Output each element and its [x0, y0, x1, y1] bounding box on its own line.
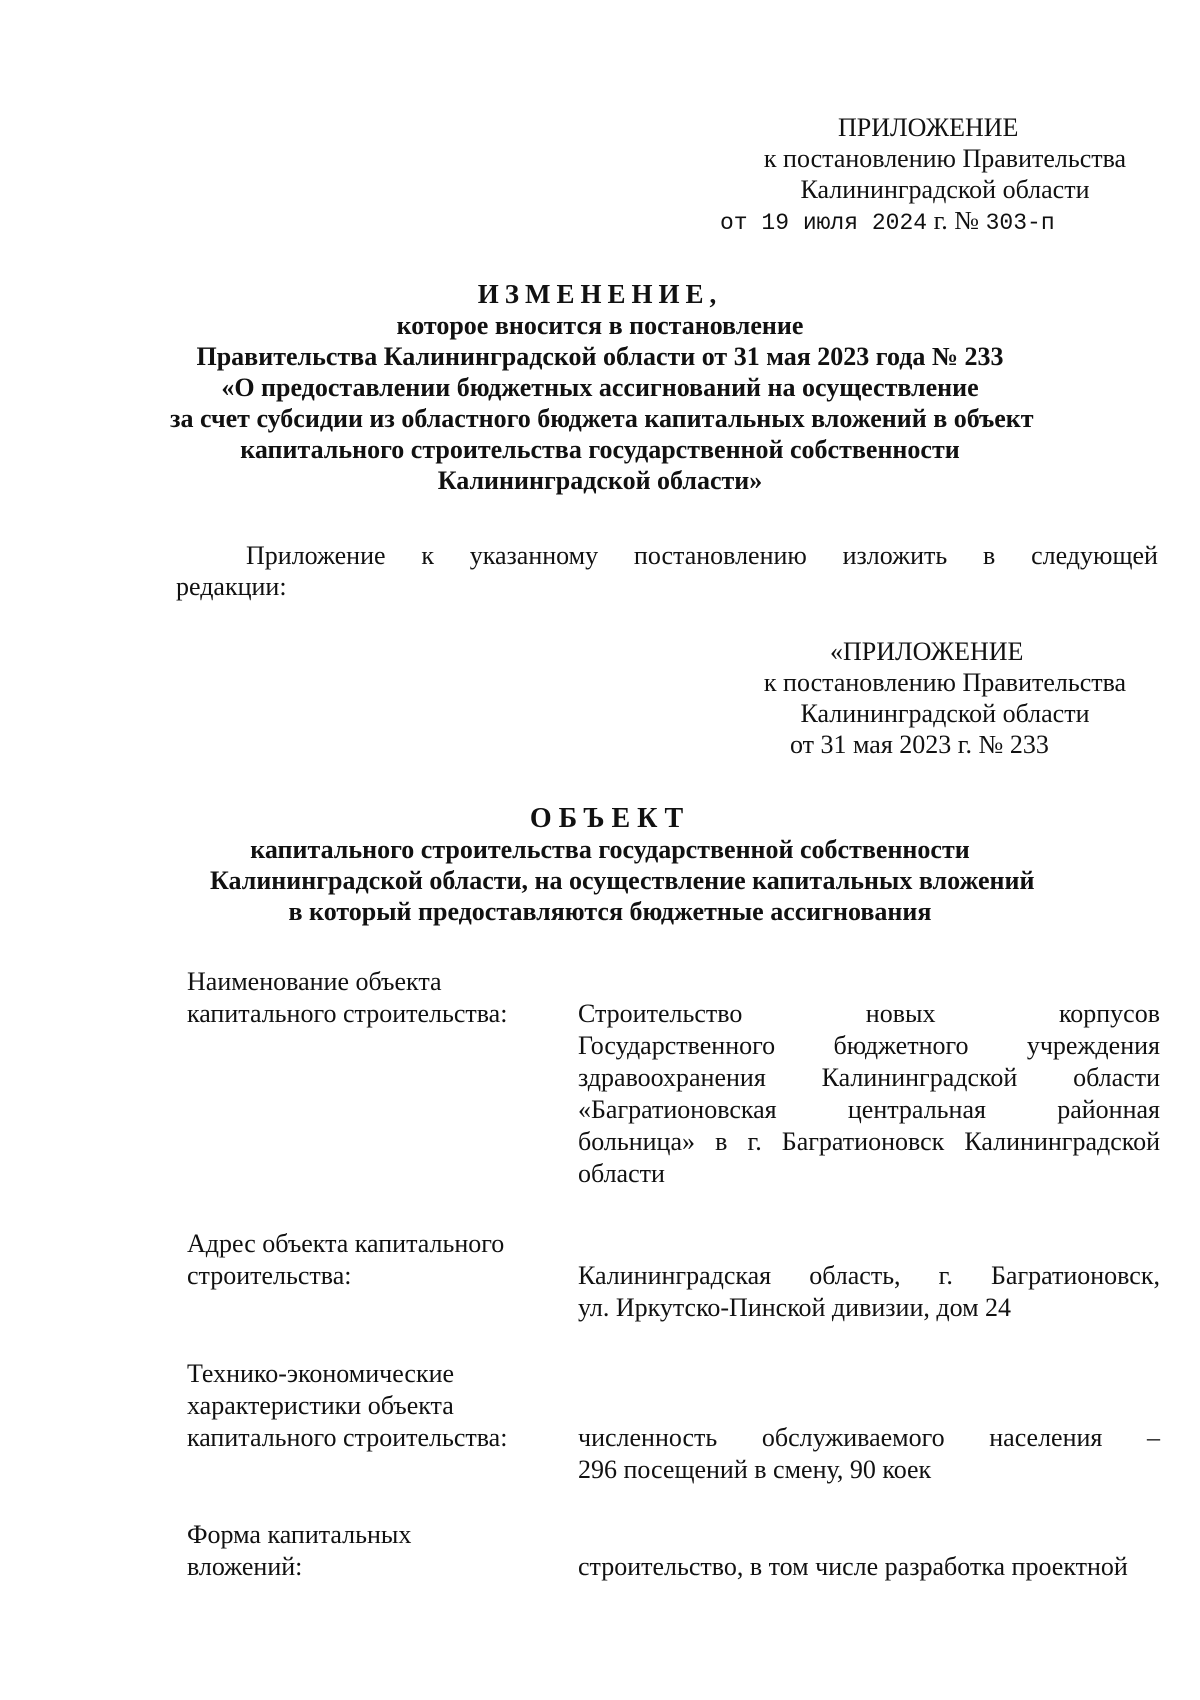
date-value: 19 июля 2024 — [761, 210, 928, 236]
quoted-appendix-line-3: Калининградской области — [800, 699, 1090, 728]
paragraph-line — [176, 540, 1158, 571]
word: следующей — [1031, 541, 1158, 570]
change-title-line: которое вносится в постановление — [396, 311, 804, 340]
quoted-appendix-line-2: к постановлению Правительства — [763, 668, 1127, 697]
label-line: капитального строительства: — [187, 1423, 508, 1452]
word: новых — [865, 999, 936, 1028]
word: Багратионовск — [781, 1127, 945, 1156]
change-title — [170, 279, 1034, 496]
appendix-line-3: Калининградской области — [800, 175, 1090, 204]
row-label-characteristics — [187, 1358, 547, 1454]
word: Государственного — [578, 1031, 776, 1060]
label-line: вложений: — [187, 1552, 303, 1581]
value-line — [578, 1422, 1160, 1454]
word: г. — [747, 1127, 762, 1156]
value-line — [578, 1126, 1160, 1158]
value-line — [578, 1094, 1160, 1126]
appendix-date-line — [720, 205, 1170, 239]
value-line — [578, 1260, 1160, 1292]
value-line — [578, 998, 1160, 1030]
value-last-line: 296 посещений в смену, 90 коек — [578, 1455, 932, 1484]
word: в — [715, 1127, 728, 1156]
word: – — [1146, 1423, 1160, 1452]
word: указанному — [469, 541, 599, 570]
label-line: характеристики объекта — [187, 1391, 454, 1420]
word: Калининградской — [964, 1127, 1160, 1156]
word: в — [983, 541, 996, 570]
label-line: Технико-экономические — [187, 1359, 455, 1388]
word: Багратионовск, — [990, 1261, 1160, 1290]
word: области — [1073, 1063, 1160, 1092]
change-heading: ИЗМЕНЕНИЕ, — [477, 279, 723, 309]
value-line — [578, 1062, 1160, 1094]
row-value-investment-form — [578, 1551, 1160, 1583]
object-title-line: в который предоставляются бюджетные ассигнования — [288, 897, 932, 926]
value-last-line: ул. Иркутско-Пинской дивизии, дом 24 — [578, 1293, 1012, 1322]
word: корпусов — [1058, 999, 1160, 1028]
word: постановлению — [633, 541, 807, 570]
change-title-line: Правительства Калининградской области от 31 мая 2023 года № 233 — [196, 342, 1004, 371]
change-title-line: Калининградской области» — [437, 466, 763, 495]
row-value-address — [578, 1260, 1160, 1324]
change-title-line: «О предоставлении бюджетных ассигнований на осуществление — [221, 373, 979, 402]
date-mid: г. № — [927, 206, 986, 235]
word: Калининградская — [578, 1261, 772, 1290]
quoted-appendix-title: «ПРИЛОЖЕНИЕ — [830, 637, 1024, 666]
change-title-line: капитального строительства государственной собственности — [240, 435, 960, 464]
quoted-appendix-date: от 31 мая 2023 г. № 233 — [790, 730, 1049, 759]
word: Приложение — [246, 541, 386, 570]
object-title-line: Калининградской области, на осуществление капитальных вложений — [210, 866, 1035, 895]
label-line: строительства: — [187, 1261, 352, 1290]
paragraph-last-line: редакции: — [176, 572, 287, 601]
word: больница» — [578, 1127, 695, 1156]
object-title — [210, 803, 1035, 927]
word: Калининградской — [821, 1063, 1018, 1092]
word: Строительство — [578, 999, 743, 1028]
label-line: Адрес объекта капитального — [187, 1229, 505, 1258]
word: учреждения — [1026, 1031, 1160, 1060]
word: к — [421, 541, 434, 570]
body-paragraph — [176, 540, 1158, 602]
word: районная — [1057, 1095, 1160, 1124]
object-title-line: капитального строительства государственной собственности — [250, 835, 970, 864]
word: центральная — [847, 1095, 986, 1124]
change-title-line: за счет субсидии из областного бюджета капитальных вложений в объект — [170, 404, 1034, 433]
row-value-characteristics — [578, 1422, 1160, 1486]
label-line: капитального строительства: — [187, 999, 508, 1028]
label-line: Наименование объекта — [187, 967, 442, 996]
document-number: 303-п — [985, 210, 1055, 236]
word: «Багратионовская — [578, 1095, 777, 1124]
value-line — [578, 1030, 1160, 1062]
appendix-line-2: к постановлению Правительства — [763, 144, 1127, 173]
label-line: Форма капитальных — [187, 1520, 412, 1549]
row-value-name — [578, 998, 1160, 1190]
date-prefix: от — [720, 210, 762, 236]
row-label-investment-form — [187, 1519, 547, 1583]
word: численность — [578, 1423, 718, 1452]
value-last-line: строительство, в том числе разработка проектной — [578, 1552, 1128, 1581]
word: изложить — [842, 541, 948, 570]
word: область, — [809, 1261, 901, 1290]
quoted-appendix-header — [720, 636, 1170, 760]
word: бюджетного — [833, 1031, 969, 1060]
word: здравоохранения — [578, 1063, 766, 1092]
word: обслуживаемого — [761, 1423, 945, 1452]
object-heading: ОБЪЕКТ — [529, 803, 691, 834]
row-label-address — [187, 1228, 547, 1292]
row-label-name — [187, 966, 547, 1030]
word: г. — [938, 1261, 953, 1290]
appendix-header — [720, 112, 1170, 239]
appendix-title: ПРИЛОЖЕНИЕ — [838, 113, 1019, 142]
word: населения — [989, 1423, 1103, 1452]
value-last-line: области — [578, 1159, 665, 1188]
